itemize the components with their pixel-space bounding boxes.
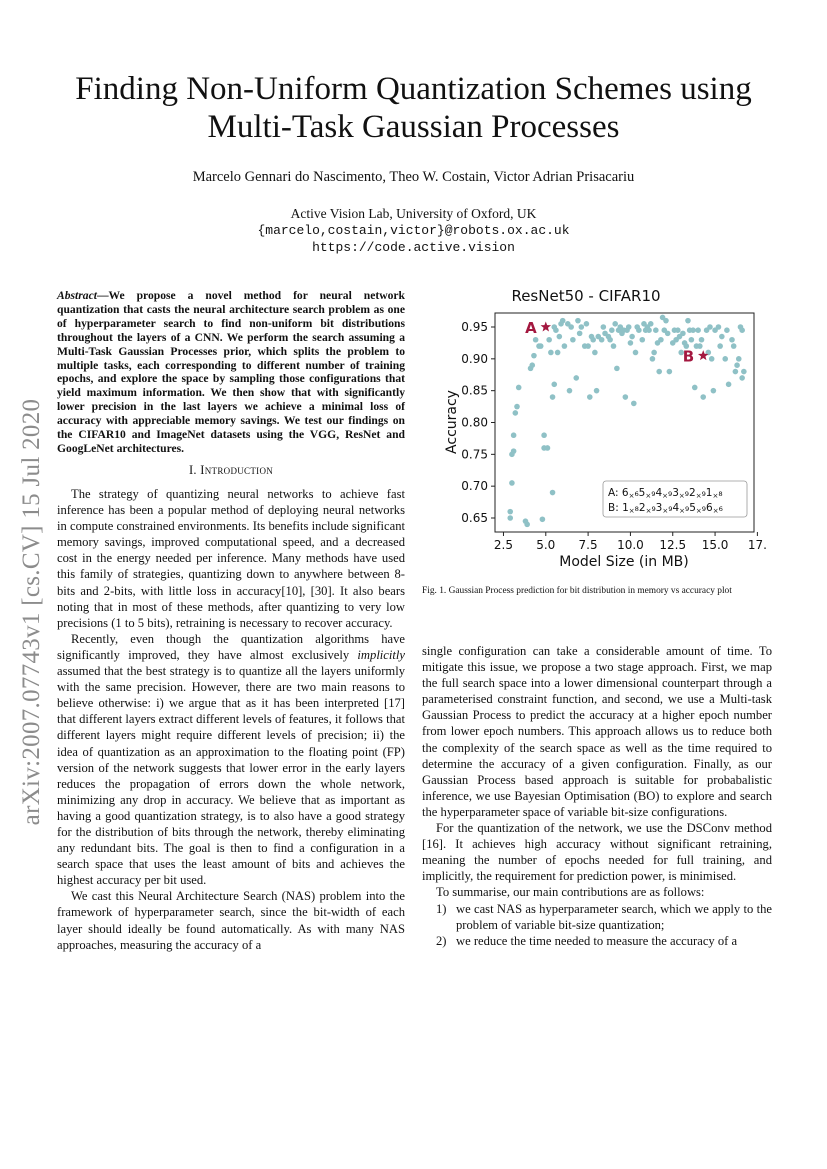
data-point [590, 337, 596, 343]
highlight-label-a: A [525, 319, 537, 338]
abstract-label: Abstract [57, 289, 97, 302]
data-point [639, 337, 645, 343]
data-point [531, 353, 537, 359]
list-item-number: 1) [436, 901, 447, 916]
chart-legend [603, 481, 747, 517]
data-point [690, 327, 696, 333]
data-point [545, 445, 551, 451]
data-point [541, 432, 547, 438]
x-tick-label: 10.0 [617, 538, 644, 552]
legend-entry-a: A: 6×₆5×₉4×₉3×₉2×₉1×₈ [608, 487, 723, 500]
data-point [557, 334, 563, 340]
data-point [529, 362, 535, 368]
data-point [700, 394, 706, 400]
data-point [507, 509, 513, 515]
data-point [719, 334, 725, 340]
figure-caption: Fig. 1. Gaussian Process prediction for bit distribution in memory vs accuracy plot [422, 586, 732, 596]
data-point [553, 327, 559, 333]
data-point [623, 394, 629, 400]
x-axis-label: Model Size (in MB) [559, 554, 689, 570]
contributions-list [422, 901, 772, 949]
project-website[interactable]: https://code.active.vision [312, 240, 515, 255]
section-heading-introduction [57, 463, 405, 478]
data-point [648, 321, 654, 327]
right-paragraph-2: For the quantization of the network, we use the DSConv method [16]. It achieves high accuracy without significant retraining, meaning the number of epochs needed for full training, and implicitly, the requirement for prediction power, is minimised. [422, 821, 772, 884]
data-point [614, 366, 620, 372]
data-point [633, 350, 639, 356]
intro-p2-start: Recently, even though the quantization algorithms have significantly improved, they have almost exclusively [57, 631, 405, 662]
data-point [513, 410, 519, 416]
data-point [592, 350, 598, 356]
abstract-text: —We propose a novel method for neural network quantization that casts the neural architecture search problem as one of hyperparameter search to find non-uniform bit distributions throughout the layers of a CNN. We perform the search assuming a Multi-Task Gaussian Processes prior, which splits the problem to multiple tasks, each corresponding to different number of training epochs, and explore the space by sampling those configurations that yield maximum information. We then show that with significantly lower precision in the last layers we achieve a minimal loss of accuracy with appreciable memory savings. We test our findings on the CIFAR10 and ImageNet datasets using the VGG, ResNet and GoogLeNet architectures. [57, 289, 405, 455]
arxiv-identifier: arXiv:2007.07743v1 [cs.CV] 15 Jul 2020 [18, 398, 45, 826]
data-point [567, 388, 573, 394]
data-point [717, 343, 723, 349]
right-paragraph-1: single configuration can take a considerable amount of time. To mitigate this issue, we propose a two stage approach. First, we map the full search space into a lower dimensional counterpart through a parameterised constraint function, and second, we use a Multi-task Gaussian Process to predict the accuracy at a higher epoch number from lower epoch numbers. This approach allows us to reduce both the complexity of the search space as well as the time required to determine the accuracy of a given configuration. Finally, as our Gaussian Process based approach is suitable for probabalistic inference, we use Bayesian Optimisation (BO) to explore and search the hyperparameter space of variable bit-size configurations. [422, 644, 772, 819]
data-point [611, 343, 617, 349]
title-line-2: Multi-Task Gaussian Processes [207, 109, 620, 145]
data-point [692, 385, 698, 391]
data-point [663, 318, 669, 324]
y-tick-label: 0.90 [461, 351, 488, 366]
data-point [636, 327, 642, 333]
paper-title [40, 70, 787, 146]
left-column-body [57, 486, 405, 953]
data-point [680, 331, 686, 337]
x-tick-label: 5.0 [536, 538, 556, 552]
author-list: Marcelo Gennari do Nascimento, Theo W. Costain, Victor Adrian Prisacariu [192, 169, 635, 185]
data-point [538, 343, 544, 349]
data-point [665, 331, 671, 337]
data-point [509, 480, 515, 486]
data-point [650, 356, 656, 362]
data-point [601, 324, 607, 330]
data-point [584, 321, 590, 327]
data-point [548, 350, 554, 356]
data-point [511, 448, 517, 454]
data-point [734, 362, 740, 368]
title-line-1: Finding Non-Uniform Quantization Schemes using [75, 71, 752, 107]
abstract [57, 289, 405, 456]
intro-paragraph-3: We cast this Neural Architecture Search (NAS) problem into the framework of hyperparameter search, since the bit-width of each layer should ideally be found automatically. As with many NAS approaches, measuring the accuracy of a [57, 889, 405, 952]
data-point [631, 401, 637, 407]
data-point [685, 318, 691, 324]
intro-p2-end: assumed that the best strategy is to quantize all the layers uniformly with the same precision. However, there are two main reasons to believe otherwise: i) we argue that as it has been interpreted [17] that different layers extract different levels of features, it follows that different layers might require different levels of precision; ii) the idea of quantization as an approximation to the floating point (FP) version of the network suggests that lower error in the early layers reduces the propagation of errors down the whole network, minimizing any drop in accuracy. We believe that as important as having a good quantization strategy, is to also have a good strategy for the distribution of bits through the network, thereby eliminating any redundant bits. The goal is then to find a configuration in a search space that uses the least amount of bits and achieves the highest accuracy per bit used. [57, 664, 405, 888]
list-item [422, 901, 772, 933]
data-point [629, 334, 635, 340]
data-point [575, 318, 581, 324]
intro-p2-emphasis: implicitly [357, 647, 405, 662]
affiliation-block [40, 205, 787, 256]
data-point [562, 343, 568, 349]
data-point [739, 375, 745, 381]
right-column-body [422, 643, 772, 949]
email-addresses: {marcelo,costain,victor}@robots.ox.ac.uk [257, 223, 570, 238]
data-point [573, 375, 579, 381]
data-point [577, 331, 583, 337]
y-tick-label: 0.85 [461, 383, 488, 398]
data-point [523, 518, 529, 524]
legend-entry-b: B: 1×₈2×₉3×₉4×₉5×₉6×₆ [608, 502, 723, 515]
data-point [511, 432, 517, 438]
data-point [653, 327, 659, 333]
affiliation: Active Vision Lab, University of Oxford, UK [290, 206, 537, 221]
data-point [733, 369, 739, 375]
y-axis-label: Accuracy [444, 390, 460, 454]
section-title: Introduction [200, 463, 274, 477]
data-point [507, 515, 513, 521]
list-item-text: we reduce the time needed to measure the accuracy of a [456, 933, 738, 948]
y-tick-label: 0.95 [461, 320, 488, 335]
data-point [546, 337, 552, 343]
highlight-star-a [541, 322, 551, 332]
y-tick-label: 0.75 [461, 447, 488, 462]
data-point [716, 324, 722, 330]
data-point [609, 327, 615, 333]
data-point [724, 327, 730, 333]
y-axis-ticks [461, 320, 495, 525]
list-item-number: 2) [436, 933, 447, 948]
data-point [585, 343, 591, 349]
data-point [516, 385, 522, 391]
y-tick-label: 0.65 [461, 510, 488, 525]
data-point [711, 388, 717, 394]
data-point [550, 490, 556, 496]
data-point [741, 369, 747, 375]
data-point [587, 394, 593, 400]
x-tick-label: 2.5 [493, 538, 514, 552]
data-point [533, 337, 539, 343]
data-point [628, 340, 634, 346]
data-point [594, 388, 600, 394]
data-point [568, 324, 574, 330]
data-point [722, 356, 728, 362]
data-point [651, 350, 657, 356]
data-point [726, 382, 732, 388]
data-point [709, 356, 715, 362]
right-paragraph-3: To summarise, our main contributions are as follows: [436, 885, 705, 900]
data-point [695, 327, 701, 333]
data-point [612, 321, 618, 327]
x-tick-label: 17. [747, 538, 767, 552]
x-tick-label: 12.5 [659, 538, 687, 552]
data-point [551, 382, 557, 388]
data-point [599, 337, 605, 343]
data-point [646, 327, 652, 333]
data-point [550, 394, 556, 400]
data-point [658, 337, 664, 343]
intro-paragraph-1: The strategy of quantizing neural networks to achieve fast inference has been a popular method of deploying neural networks in compute constrained environments. Its benefits include significant memory savings, improved computational speed, and a decreased cost in the energy needed per inference. Many methods have used this family of strategies, quantizing down to anywhere between 8-bits and 2-bits, with little loss in accuracy[10], [30]. It also bears noting that in most of these methods, after quantizing to very low precisions (1 to 5 bits), retraining is necessary to recover accuracy. [57, 487, 405, 630]
x-axis-ticks [494, 532, 767, 552]
data-point [689, 337, 695, 343]
data-point [697, 343, 703, 349]
data-point [707, 324, 713, 330]
figure-1-scatter-chart [432, 283, 767, 573]
data-point [699, 337, 705, 343]
data-point [570, 337, 576, 343]
y-tick-label: 0.70 [461, 479, 488, 494]
y-tick-label: 0.80 [461, 415, 488, 430]
intro-paragraph-2 [57, 631, 405, 889]
data-point [675, 327, 681, 333]
list-item [422, 933, 772, 949]
section-number: I. [188, 463, 197, 477]
data-point [514, 404, 520, 410]
data-point [579, 324, 585, 330]
data-point [560, 318, 566, 324]
data-point [736, 356, 742, 362]
x-tick-label: 7.5 [578, 538, 598, 552]
data-point [540, 516, 546, 522]
highlight-label-b: B [682, 347, 695, 366]
list-item-text: we cast NAS as hyperparameter search, which we apply to the problem of variable bit-size quantization; [456, 901, 772, 932]
data-point [626, 324, 632, 330]
data-point [607, 337, 613, 343]
chart-title: ResNet50 - CIFAR10 [511, 287, 661, 305]
data-point [739, 327, 745, 333]
data-point [667, 369, 673, 375]
data-point [555, 350, 561, 356]
data-point [656, 369, 662, 375]
data-point [731, 343, 737, 349]
arxiv-sidebar-stamp [12, 375, 52, 849]
x-tick-label: 15.0 [701, 538, 729, 552]
data-point [729, 337, 735, 343]
